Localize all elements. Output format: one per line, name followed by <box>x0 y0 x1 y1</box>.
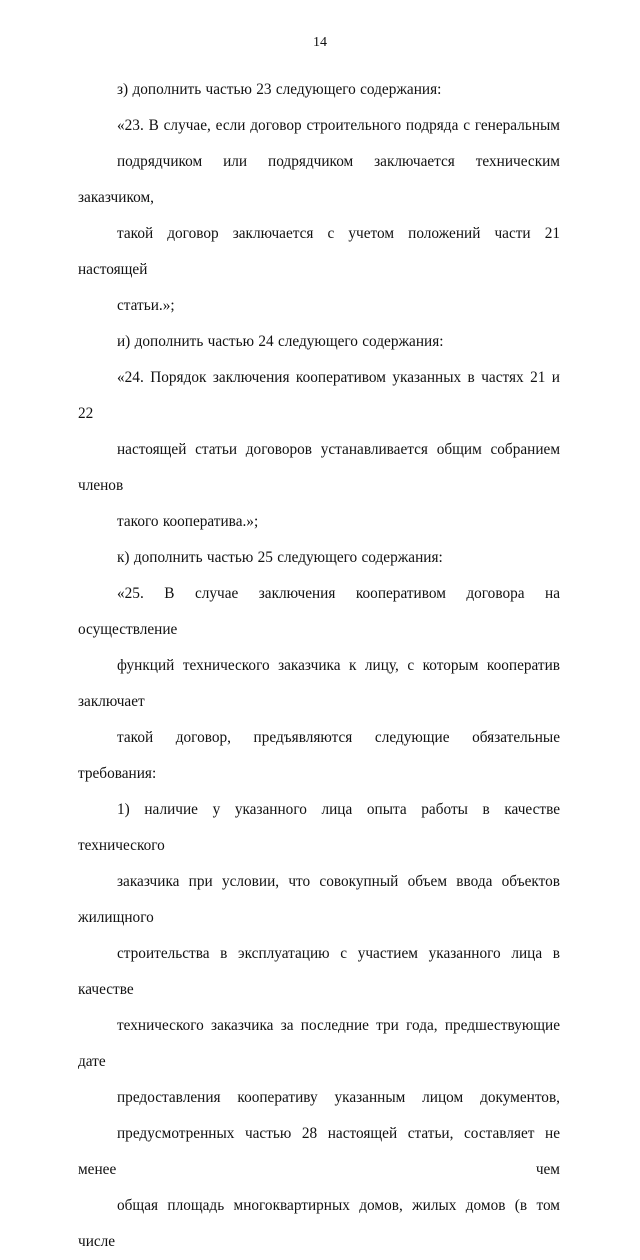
text-line: такого кооператива.»; <box>117 513 259 530</box>
text-line: 1) наличие у указанного лица опыта работы в качестве технического <box>78 801 560 854</box>
paragraph-amendment-i <box>78 324 560 360</box>
text-line: строительства в эксплуатацию с участием указанного лица в качестве <box>78 945 560 998</box>
text-line: настоящей статьи договоров устанавливается общим собранием членов <box>78 441 560 494</box>
paragraph-part-25 <box>78 576 560 792</box>
paragraph-amendment-k <box>78 540 560 576</box>
text-line: общая площадь многоквартирных домов, жилых домов (в том числе <box>78 1197 560 1250</box>
text-line: предусмотренных частью 28 настоящей статьи, составляет не менее чем <box>78 1125 560 1178</box>
text-line: з) дополнить частью 23 следующего содержания: <box>117 81 442 98</box>
text-line: к) дополнить частью 25 следующего содержания: <box>117 549 443 566</box>
text-line: такой договор заключается с учетом положений части 21 настоящей <box>78 225 560 278</box>
page-number: 14 <box>313 35 327 50</box>
text-line: подрядчиком или подрядчиком заключается техническим заказчиком, <box>78 153 560 206</box>
paragraph-requirement-1 <box>78 792 560 1260</box>
text-line: и) дополнить частью 24 следующего содержания: <box>117 333 444 350</box>
text-line: технического заказчика за последние три года, предшествующие дате <box>78 1017 560 1070</box>
text-line: предоставления кооперативу указанным лицом документов, <box>117 1089 560 1106</box>
paragraph-part-24 <box>78 360 560 540</box>
text-line: «24. Порядок заключения кооперативом указанных в частях 21 и 22 <box>78 369 560 422</box>
text-line: заказчика при условии, что совокупный объем ввода объектов жилищного <box>78 873 560 926</box>
text-line: такой договор, предъявляются следующие обязательные требования: <box>78 729 560 782</box>
text-line: «23. В случае, если договор строительного подряда с генеральным <box>117 117 560 134</box>
text-line: статьи.»; <box>117 297 175 314</box>
text-line: «25. В случае заключения кооперативом договора на осуществление <box>78 585 560 638</box>
document-body <box>78 72 560 1260</box>
text-line: функций технического заказчика к лицу, с которым кооператив заключает <box>78 657 560 710</box>
paragraph-amendment-z <box>78 72 560 108</box>
paragraph-part-23 <box>78 108 560 324</box>
